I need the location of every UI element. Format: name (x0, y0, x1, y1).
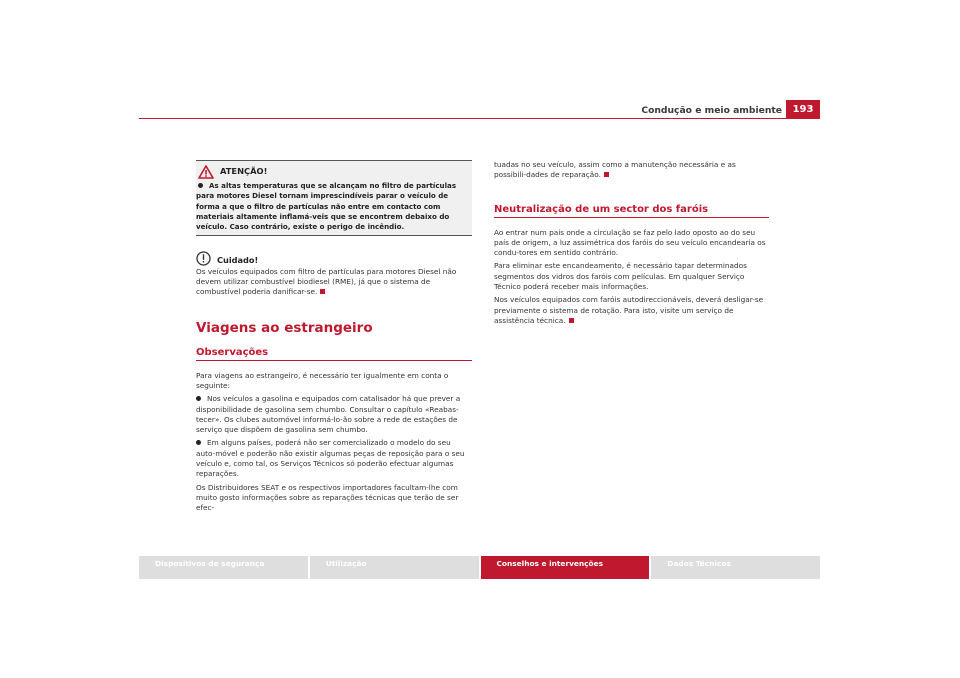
section-title: Viagens ao estrangeiro (196, 319, 373, 336)
warning-triangle-icon (198, 165, 214, 179)
left-column (196, 160, 472, 517)
page-number: 193 (786, 100, 820, 119)
bullet-icon (196, 396, 201, 401)
tab-utilizacao[interactable]: Utilização (310, 556, 479, 579)
page-header-title: Condução e meio ambiente (641, 105, 782, 116)
subsection-title-farois: Neutralização de um sector dos faróis (494, 203, 769, 218)
paragraph: Ao entrar num país onde a circulação se faz pelo lado oposto ao do seu país de origem, a luz assimétrica dos faróis do seu veículo encandearia os condu-tores em sentido contrário. (494, 227, 766, 258)
footer-nav (139, 556, 820, 579)
end-marker-icon (604, 172, 609, 177)
end-marker-icon (569, 318, 574, 323)
right-column (494, 160, 769, 329)
tab-conselhos-e-intervencoes[interactable]: Conselhos e intervenções (481, 556, 650, 579)
warning-title: ATENÇÃO! (220, 166, 268, 177)
end-marker-icon (320, 289, 325, 294)
list-item: Nos veículos a gasolina e equipados com catalisador há que prever a disponibilidade de gasolina sem chumbo. Consultar o capítulo «Reabas-tecer». Os clubes automóvel informá-lo-ão sobre a rede de estações de serviço que dispõem de gasolina sem chumbo. (196, 394, 461, 435)
subsection-title-observacoes: Observações (196, 346, 472, 361)
list-item: Em alguns países, poderá não ser comercializado o modelo do seu auto-móvel e poderão não existir algumas peças de reposição para o seu veículo e, como tal, os Serviços Técnicos só poderão efectuar algumas reparações. (196, 438, 465, 479)
bullet-icon (198, 183, 203, 188)
header-rule (139, 118, 820, 119)
paragraph: Nos veículos equipados com faróis autodireccionáveis, deverá desligar-se previamente o sistema de rotação. Para isto, visite um serviço de assistência técnica. (494, 295, 764, 325)
warning-text: As altas temperaturas que se alcançam no filtro de partículas para motores Diesel tornam imprescindíveis parar o veículo de forma a que o filtro de partículas não entre em contacto com materiais altamente inflamá-veis que se encontrem debaixo do veículo. Caso contrário, existe o perigo de incêndio. (196, 181, 457, 232)
caution-title: Cuidado! (217, 255, 259, 266)
warning-box (196, 160, 472, 236)
tab-dispositivos-de-seguranca[interactable]: Dispositivos de segurança (139, 556, 308, 579)
closing-paragraph: Os Distribuidores SEAT e os respectivos importadores facultam-lhe com muito gosto informações sobre as reparações técnicas que terão de ser efec- (196, 482, 459, 513)
paragraph: Para eliminar este encandeamento, é necessário tapar determinados segmentos dos vidros dos faróis com películas. Em qualquer Serviço Técnico poderá receber mais informações. (494, 261, 747, 292)
caution-text: Os veículos equipados com filtro de partículas para motores Diesel não devem utilizar combustível biodiesel (RME), já que o sistema de combustível poderia danificar-se. (196, 266, 457, 297)
exclamation-circle-icon (196, 251, 211, 266)
warning-header (196, 164, 468, 179)
intro-paragraph: Para viagens ao estrangeiro, é necessário ter igualmente em conta o seguinte: (196, 370, 449, 390)
tab-dados-tecnicos[interactable]: Dados Técnicos (651, 556, 820, 579)
bullet-icon (196, 440, 201, 445)
continuation-paragraph: tuadas no seu veículo, assim como a manutenção necessária e as possibili-dades de reparação. (494, 160, 736, 180)
caution-header (196, 250, 472, 265)
